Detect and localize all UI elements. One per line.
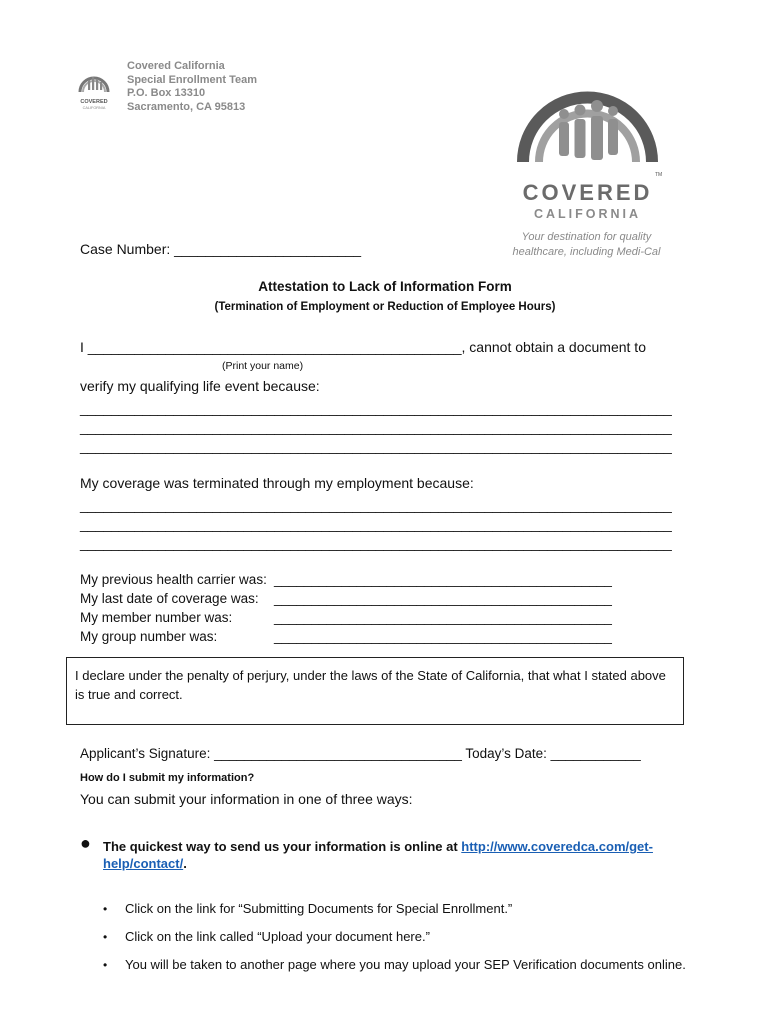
address-line: P.O. Box 13310	[127, 87, 206, 99]
brand-state: CALIFORNIA	[533, 207, 642, 221]
reason-blank-line[interactable]: ____________________________________________________________________________	[80, 400, 672, 416]
tagline	[494, 230, 679, 260]
print-name-caption: (Print your name)	[222, 360, 304, 372]
tagline-line-2: healthcare, including Medi-Cal	[512, 246, 661, 258]
carrier-blank[interactable]: _____________________________________________	[274, 572, 612, 587]
reason-blank-line[interactable]: ____________________________________________________________________________	[80, 419, 672, 435]
termination-blank-line[interactable]: ____________________________________________________________________________	[80, 497, 672, 513]
perjury-declaration: I declare under the penalty of perjury, under the laws of the State of California, that what I stated above is true and correct.	[66, 657, 684, 725]
group-number-blank[interactable]: _____________________________________________	[274, 629, 612, 644]
bullet-icon: •	[103, 930, 108, 944]
reason-blank-line[interactable]: ____________________________________________________________________________	[80, 438, 672, 454]
member-number-blank[interactable]: _____________________________________________	[274, 610, 612, 625]
tagline-line-1: Your destination for quality	[521, 231, 652, 243]
quick-text: The quickest way to send us your information is online at	[103, 839, 462, 854]
signature-date-line[interactable]: Applicant’s Signature: _________________________________ Today’s Date: ____________	[80, 746, 641, 761]
address-line: Special Enrollment Team	[127, 73, 258, 86]
submit-answer: You can submit your information in one of three ways:	[80, 791, 413, 807]
step-item: You will be taken to another page where you may upload your SEP Verification documents online.	[125, 957, 686, 972]
form-title: Attestation to Lack of Information Form	[258, 279, 512, 294]
group-number-label: My group number was:	[80, 629, 218, 644]
address-line: Sacramento, CA 95813	[127, 100, 246, 113]
contact-link[interactable]: http://www.coveredca.com/get-help/contact/	[103, 839, 653, 871]
verify-prompt: verify my qualifying life event because:	[80, 378, 320, 394]
address-line: Covered California	[127, 60, 225, 72]
submit-question: How do I submit my information?	[80, 772, 255, 784]
brand-name: COVERED	[522, 180, 653, 205]
step-item: Click on the link for “Submitting Documents for Special Enrollment.”	[125, 901, 513, 916]
termination-blank-line[interactable]: ____________________________________________________________________________	[80, 535, 672, 551]
quick-end: .	[183, 856, 187, 871]
termination-prompt: My coverage was terminated through my employment because:	[80, 475, 474, 491]
bullet-icon: •	[103, 958, 108, 972]
form-subtitle: (Termination of Employment or Reduction of Employee Hours)	[214, 301, 556, 313]
termination-blank-line[interactable]: ____________________________________________________________________________	[80, 516, 672, 532]
small-logo-text-2: CALIFORNIA	[82, 106, 106, 110]
bullet-icon: ●	[80, 833, 91, 853]
trademark-mark: TM	[655, 172, 663, 178]
coverage-date-label: My last date of coverage was:	[80, 591, 259, 606]
mailing-address	[127, 60, 257, 114]
step-item: Click on the link called “Upload your document here.”	[125, 929, 430, 944]
print-name-field[interactable]: I ________________________________________________, cannot obtain a document to	[80, 339, 646, 355]
coverage-date-blank[interactable]: _____________________________________________	[274, 591, 612, 606]
covered-california-small-logo	[74, 64, 114, 112]
member-number-label: My member number was:	[80, 610, 233, 625]
online-submission-text	[103, 838, 703, 872]
case-number-field[interactable]: Case Number: ________________________	[80, 241, 362, 257]
small-logo-text-1: COVERED	[80, 99, 108, 105]
carrier-label: My previous health carrier was:	[80, 572, 267, 587]
bullet-icon: •	[103, 902, 108, 916]
